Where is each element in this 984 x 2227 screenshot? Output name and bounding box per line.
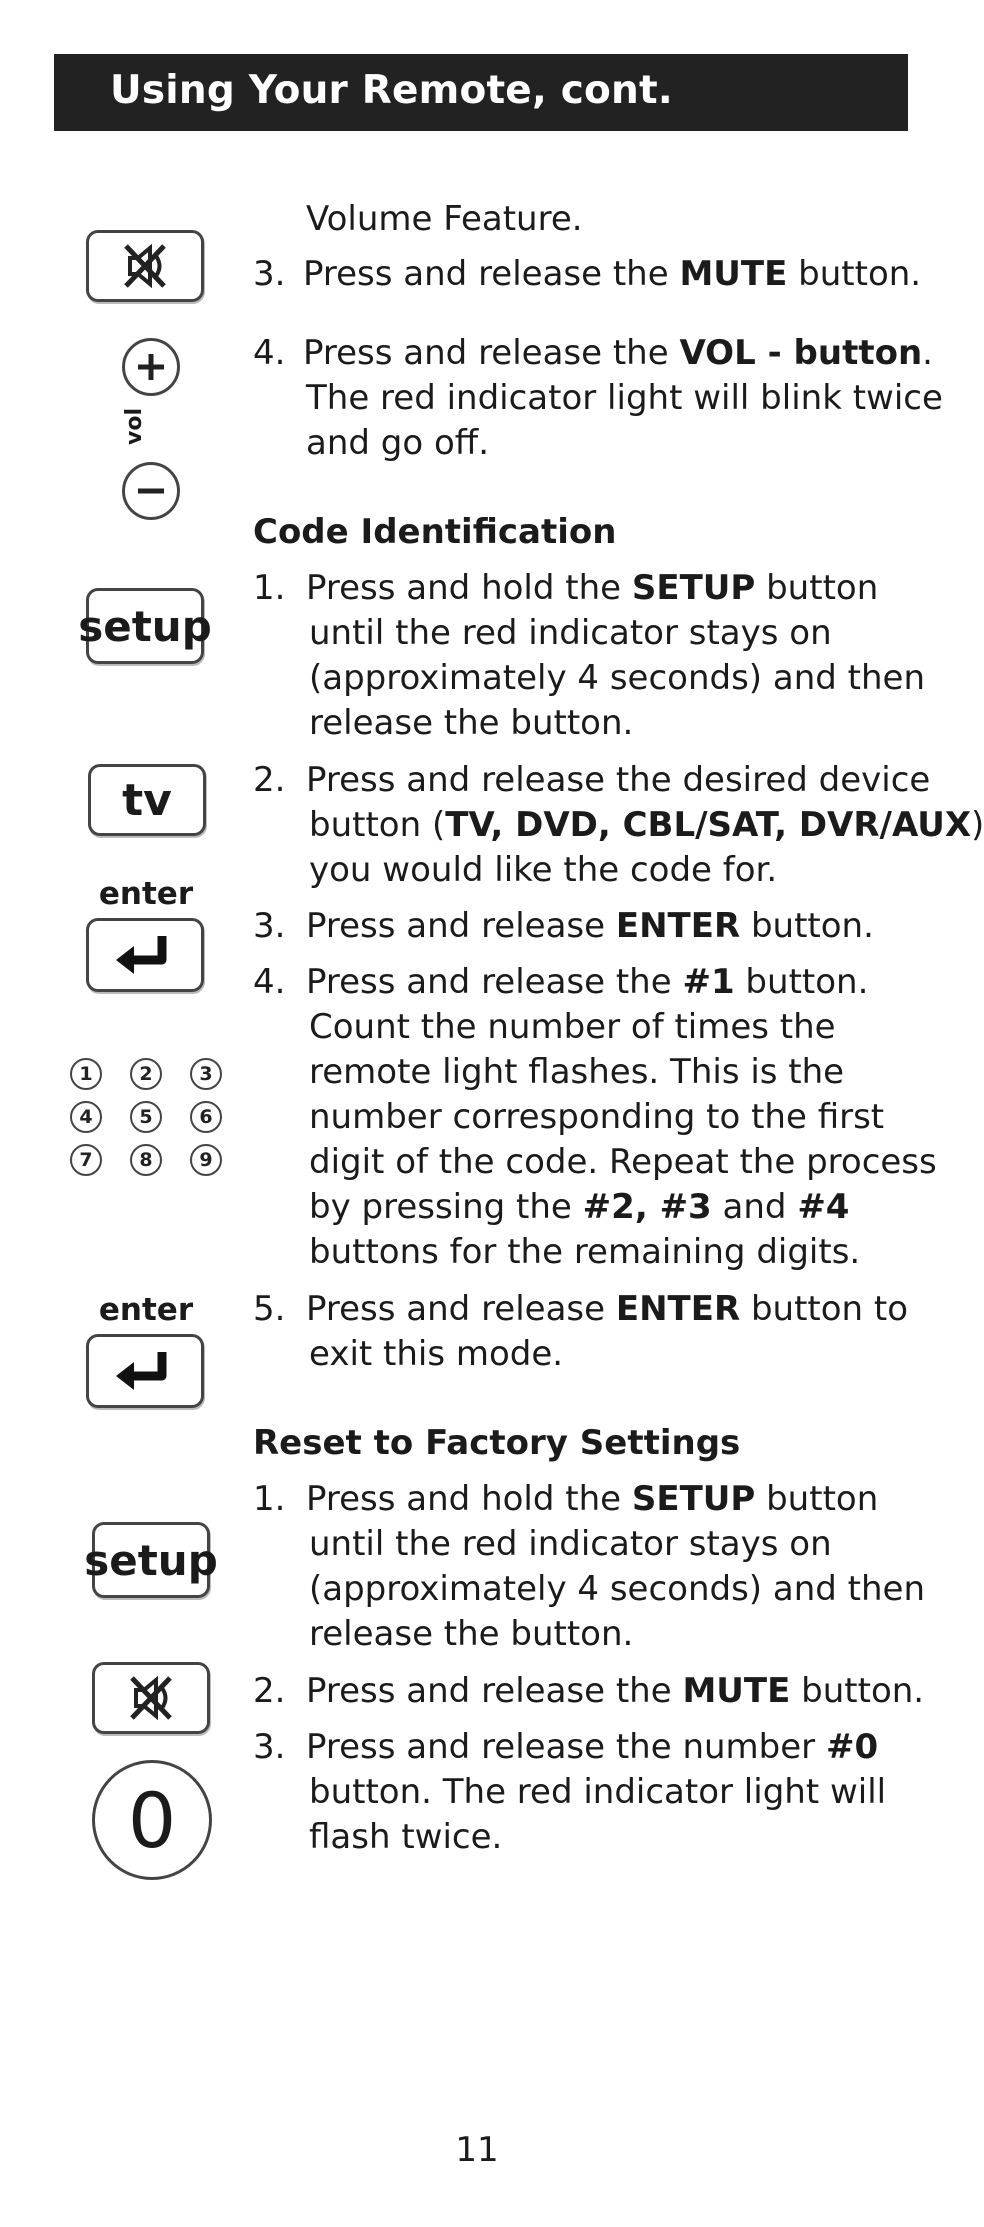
step-text: Count the number of times the — [309, 1007, 836, 1047]
intro-line: Volume Feature. — [306, 199, 583, 239]
vol-minus-icon — [122, 462, 180, 520]
step-text: you would like the code for. — [309, 850, 778, 890]
step-text: Press and release the desired device — [306, 760, 931, 800]
key-9-icon: 9 — [190, 1144, 222, 1176]
key-7-icon: 7 — [70, 1144, 102, 1176]
step-text: by pressing the #2, #3 and #4 — [309, 1187, 850, 1227]
key-6-icon: 6 — [190, 1101, 222, 1133]
vol-plus-icon — [122, 338, 180, 396]
enter-button-illustration-2 — [86, 1334, 204, 1408]
step-text: Press and release the #1 button. — [306, 962, 869, 1002]
step-text: Press and release ENTER button to — [306, 1289, 909, 1329]
enter-icon — [86, 1334, 204, 1408]
step-text: Press and hold the SETUP button — [306, 568, 879, 608]
step-number: 2. — [253, 1671, 286, 1711]
page-title: Using Your Remote, cont. — [110, 68, 673, 113]
enter-icon — [86, 918, 204, 992]
key-2-icon: 2 — [130, 1058, 162, 1090]
key-3-icon: 3 — [190, 1058, 222, 1090]
step-text: Press and release the VOL - button. — [303, 333, 933, 373]
step-text: Press and release ENTER button. — [306, 906, 874, 946]
tv-button-illustration: tv — [88, 764, 206, 836]
step-text: The red indicator light will blink twice — [306, 378, 943, 418]
mute-button-illustration — [86, 230, 204, 302]
step-number: 4. — [253, 333, 286, 373]
step-text: remote light flashes. This is the — [309, 1052, 845, 1092]
enter-label-2: enter — [98, 1292, 194, 1328]
mute-icon — [86, 230, 204, 302]
step-text: (approximately 4 seconds) and then — [309, 658, 926, 698]
setup-button-illustration: setup — [86, 588, 204, 664]
step-text: flash twice. — [309, 1817, 503, 1857]
step-text: until the red indicator stays on — [309, 613, 832, 653]
step-text: Press and release the MUTE button. — [303, 254, 922, 294]
zero-label: 0 — [127, 1775, 177, 1865]
key-4-icon: 4 — [70, 1101, 102, 1133]
zero-button-illustration — [92, 1760, 212, 1880]
mute-button-illustration-2 — [92, 1662, 210, 1734]
step-text: button. The red indicator light will — [309, 1772, 887, 1812]
key-5-icon: 5 — [130, 1101, 162, 1133]
enter-button-illustration — [86, 918, 204, 992]
section-heading-reset: Reset to Factory Settings — [253, 1423, 741, 1463]
step-text: buttons for the remaining digits. — [309, 1232, 861, 1272]
mute-icon — [92, 1662, 210, 1734]
step-number: 5. — [253, 1289, 286, 1329]
step-text: Press and hold the SETUP button — [306, 1479, 879, 1519]
step-text: release the button. — [309, 1614, 634, 1654]
step-text: exit this mode. — [309, 1334, 564, 1374]
page-header — [54, 54, 908, 131]
step-text: and go off. — [306, 423, 489, 463]
enter-label: enter — [98, 876, 194, 912]
section-heading-code-identification: Code Identification — [253, 512, 617, 552]
step-number: 3. — [253, 906, 286, 946]
step-text: button (TV, DVD, CBL/SAT, DVR/AUX) — [309, 805, 984, 845]
step-text: Press and release the MUTE button. — [306, 1671, 925, 1711]
step-text: number corresponding to the first — [309, 1097, 885, 1137]
page-number: 11 — [455, 2130, 499, 2170]
key-1-icon: 1 — [70, 1058, 102, 1090]
step-text: release the button. — [309, 703, 634, 743]
step-number: 3. — [253, 254, 286, 294]
key-8-icon: 8 — [130, 1144, 162, 1176]
step-number: 1. — [253, 1479, 286, 1519]
vol-label: vol — [122, 408, 147, 445]
step-number: 1. — [253, 568, 286, 608]
step-number: 2. — [253, 760, 286, 800]
step-number: 3. — [253, 1727, 286, 1767]
step-text: Press and release the number #0 — [306, 1727, 879, 1767]
step-number: 4. — [253, 962, 286, 1002]
step-text: until the red indicator stays on — [309, 1524, 832, 1564]
step-text: (approximately 4 seconds) and then — [309, 1569, 926, 1609]
step-text: digit of the code. Repeat the process — [309, 1142, 937, 1182]
setup-button-illustration-2: setup — [92, 1522, 210, 1598]
